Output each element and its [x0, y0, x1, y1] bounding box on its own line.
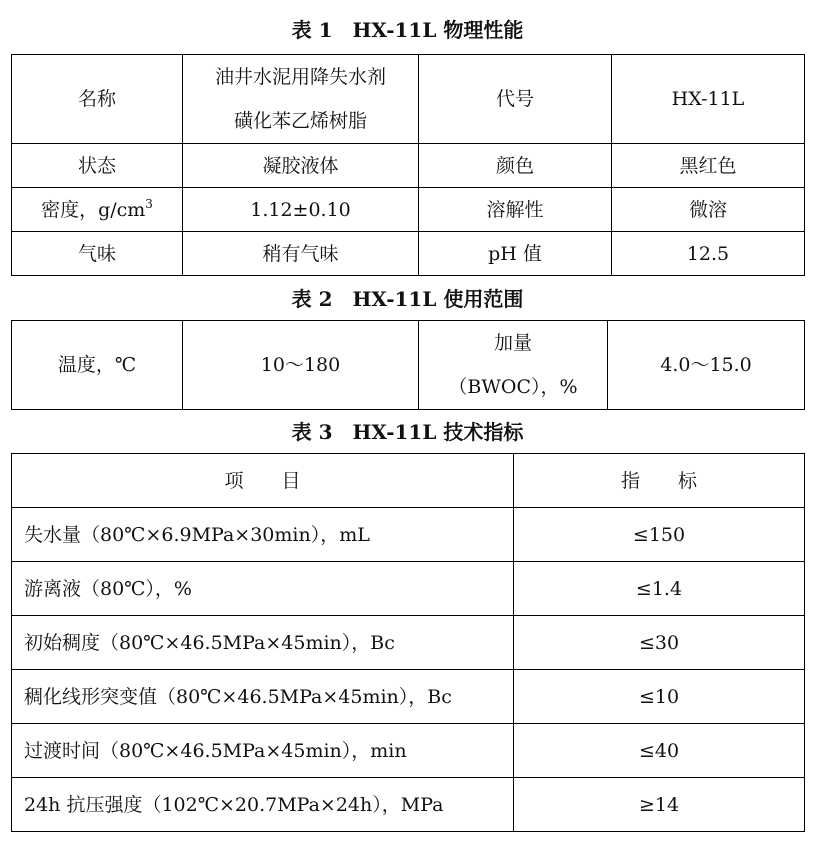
- cell-line: （BWOC），%: [448, 376, 578, 398]
- usage-range-table: [11, 320, 805, 410]
- table-cell: HX-11L: [612, 55, 805, 144]
- table-cell: ≤150: [514, 508, 805, 562]
- cell-line: 油井水泥用降失水剂: [214, 66, 386, 88]
- table-cell: 初始稠度（80℃×46.5MPa×45min），Bc: [12, 616, 514, 670]
- table-cell: 1.12±0.10: [183, 188, 419, 232]
- table-cell: 颜色: [419, 144, 612, 188]
- physical-properties-table: [11, 54, 805, 276]
- density-label: 密度，g/cm: [41, 198, 146, 221]
- table-cell: 温度，℃: [12, 321, 183, 410]
- table-row: [12, 55, 805, 144]
- table-cell: 12.5: [612, 232, 805, 276]
- table-cell: 过渡时间（80℃×46.5MPa×45min），min: [12, 724, 514, 778]
- table-cell: 4.0～15.0: [608, 321, 805, 410]
- table-header-row: [12, 454, 805, 508]
- table-row: [12, 508, 805, 562]
- table-cell: 24h 抗压强度（102℃×20.7MPa×24h），MPa: [12, 778, 514, 832]
- table-cell: 失水量（80℃×6.9MPa×30min），mL: [12, 508, 514, 562]
- cell-line: 磺化苯乙烯树脂: [233, 110, 367, 132]
- table-cell: ≤30: [514, 616, 805, 670]
- table-cell: 稠化线形突变值（80℃×46.5MPa×45min），Bc: [12, 670, 514, 724]
- table-cell: ≤1.4: [514, 562, 805, 616]
- superscript: 3: [145, 196, 153, 211]
- table-row: [12, 724, 805, 778]
- table-cell: 凝胶液体: [183, 144, 419, 188]
- table-row: [12, 670, 805, 724]
- technical-specs-table: [11, 453, 805, 832]
- table-row: [12, 232, 805, 276]
- table-row: [12, 562, 805, 616]
- table-cell: pH 值: [419, 232, 612, 276]
- header-cell: 项 目: [12, 454, 514, 508]
- table-cell: 气味: [12, 232, 183, 276]
- table-row: [12, 321, 805, 410]
- header-cell: 指 标: [514, 454, 805, 508]
- table-cell: [12, 188, 183, 232]
- table-cell: 代号: [419, 55, 612, 144]
- table-cell: 稍有气味: [183, 232, 419, 276]
- cell-line: 加量: [493, 332, 532, 354]
- table-cell: ≥14: [514, 778, 805, 832]
- table-row: [12, 144, 805, 188]
- table2-caption: 表 2 HX-11L 使用范围: [291, 287, 524, 311]
- table1-caption: 表 1 HX-11L 物理性能: [291, 18, 524, 42]
- table-cell: 微溶: [612, 188, 805, 232]
- table-cell: 名称: [12, 55, 183, 144]
- table-cell: 溶解性: [419, 188, 612, 232]
- table3-caption: 表 3 HX-11L 技术指标: [291, 420, 524, 444]
- table-cell: 10～180: [183, 321, 419, 410]
- table-cell: [183, 55, 419, 144]
- table-row: [12, 616, 805, 670]
- table-cell: ≤10: [514, 670, 805, 724]
- table-cell: 状态: [12, 144, 183, 188]
- table-cell: ≤40: [514, 724, 805, 778]
- table-cell: [419, 321, 608, 410]
- table-cell: 游离液（80℃），%: [12, 562, 514, 616]
- table-cell: 黑红色: [612, 144, 805, 188]
- table-row: [12, 188, 805, 232]
- table-row: [12, 778, 805, 832]
